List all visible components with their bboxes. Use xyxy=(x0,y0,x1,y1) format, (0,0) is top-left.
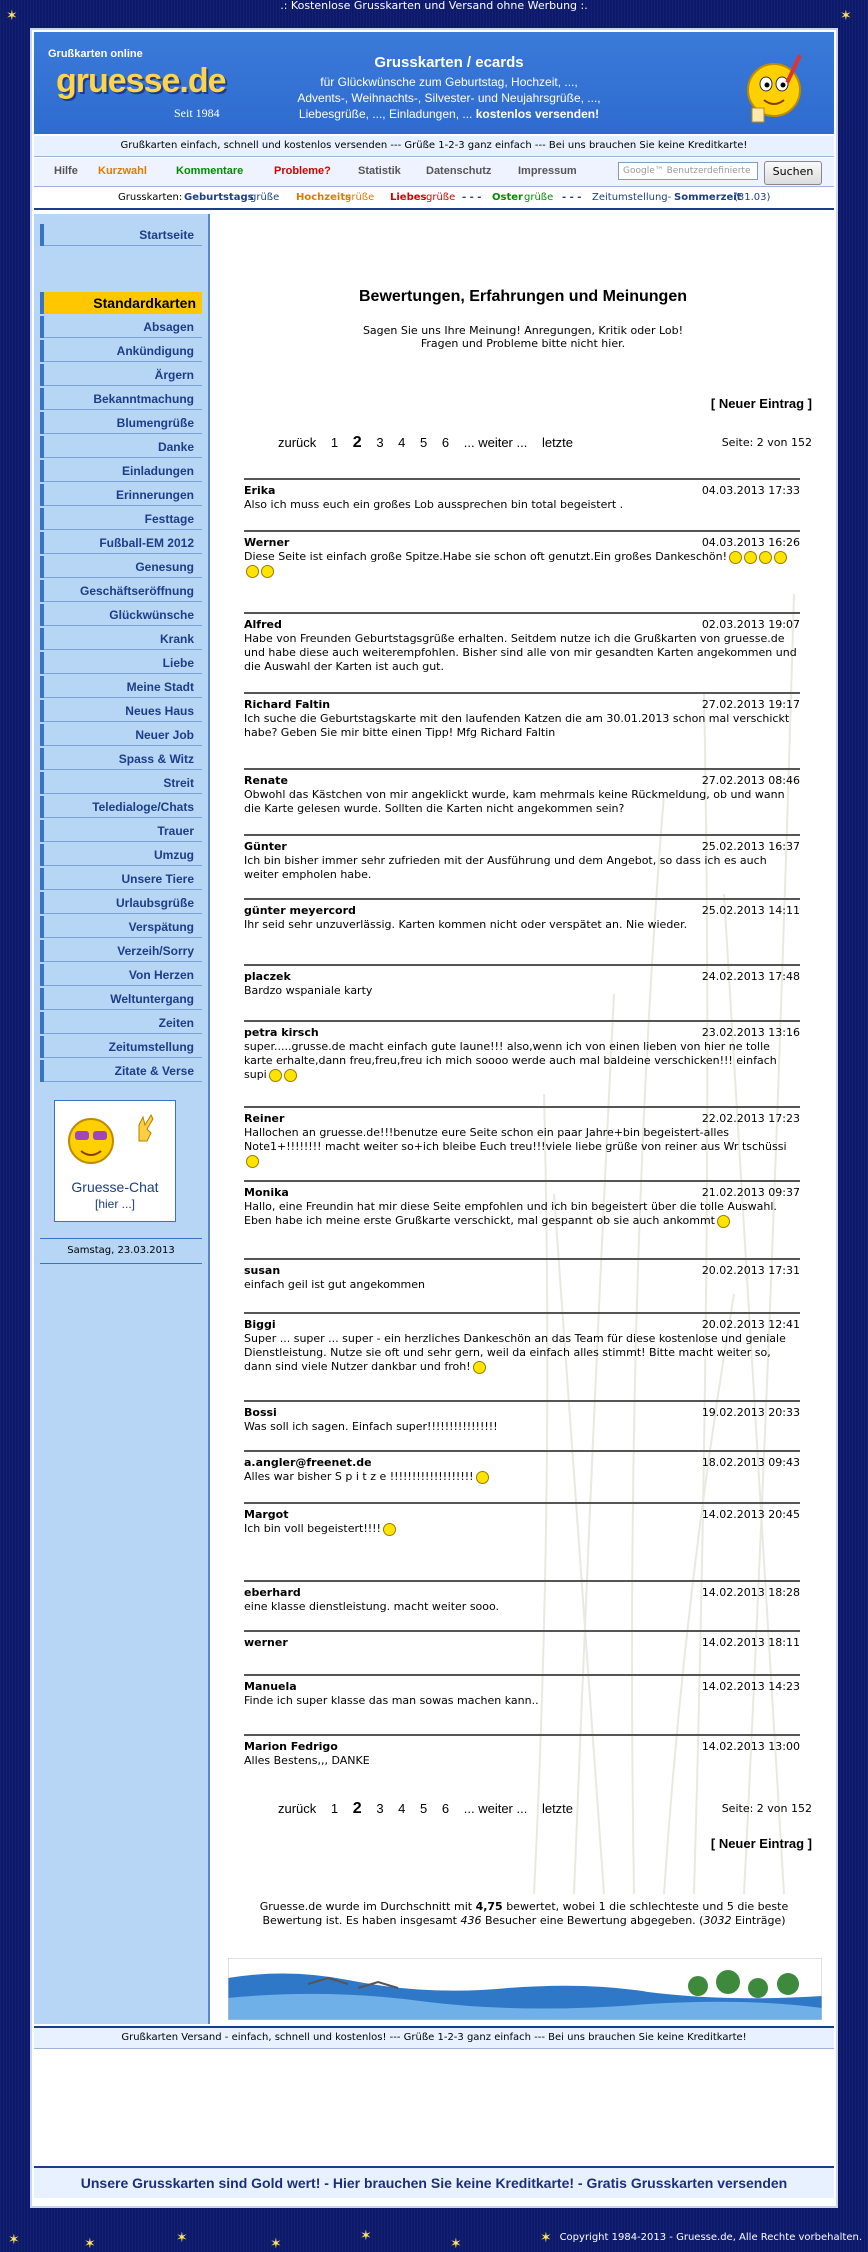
entry-date: 25.02.2013 14:11 xyxy=(701,904,800,917)
entry-date: 27.02.2013 19:17 xyxy=(701,698,800,711)
nav-kommentare[interactable]: Kommentare xyxy=(176,165,244,177)
hand-wave-icon xyxy=(133,1113,157,1143)
entry-date: 04.03.2013 16:26 xyxy=(701,536,800,549)
sidebar-item[interactable]: Urlaubsgrüße xyxy=(40,892,202,914)
entry-date: 24.02.2013 17:48 xyxy=(701,970,800,983)
star-decoration-icon: ✶ xyxy=(450,2236,462,2252)
entry-text xyxy=(244,1600,800,1614)
pager-6-bottom[interactable]: 6 xyxy=(441,1801,450,1816)
header-banner xyxy=(34,32,834,134)
nav-datenschutz[interactable]: Datenschutz xyxy=(426,165,492,177)
entry-text-body: Hallochen an gruesse.de!!!benutze eure Seite schon ein paar Jahre+bin begeistert-alles Note1+!!!!!!!! macht weiter so+ich bleibe Euch treu!!!viele liebe grüße von reiner aus Wr tschüssi xyxy=(244,1126,787,1153)
link-oster-b[interactable]: grüße xyxy=(524,192,554,203)
guestbook-entry xyxy=(244,1180,800,1227)
banner-title: Grusskarten / ecards xyxy=(374,54,524,71)
entry-text-body: Bardzo wspaniale karty xyxy=(244,984,373,997)
logo-since: Seit 1984 xyxy=(174,106,220,120)
smiley-icon xyxy=(269,1069,282,1082)
entry-text-body: Habe von Freunden Geburtstagsgrüße erhalten. Seitdem nutze ich die Grußkarten von gruesse.de und habe diese auch weiterempfohlen. Bisher sind alle von mir gesandten Karten angekommen und die Auswahl der Karten ist auch gut. xyxy=(244,632,797,673)
entry-text-body: Alles war bisher S p i t z e !!!!!!!!!!!!!!!!!!! xyxy=(244,1470,474,1483)
entry-date: 27.02.2013 08:46 xyxy=(701,774,800,787)
sidebar-heading-standardkarten[interactable]: Standardkarten xyxy=(40,292,202,314)
sidebar-item[interactable]: Teledialoge/Chats xyxy=(40,796,202,818)
entry-author: Alfred xyxy=(244,618,282,631)
banner-line-2: Advents-, Weihnachts-, Silvester- und Neujahrsgrüße, ..., xyxy=(297,91,601,105)
pager-2-current-bottom: 2 xyxy=(352,1800,362,1817)
page-info-top: Seite: 2 von 152 xyxy=(721,436,812,449)
entry-text xyxy=(244,1754,800,1768)
entry-text-body: super.....grusse.de macht einfach gute laune!!! also,wenn ich von einen lieben von hier ne tolle karte erhalte,dann freu,freu,freu ich mich soooo werde auch mal baldeine verschicken!!! einfach supi xyxy=(244,1040,777,1081)
info-strip-bottom: Grußkarten Versand - einfach, schnell und kostenlos! --- Grüße 1-2-3 ganz einfach --- Bei uns brauchen Sie keine Kreditkarte! xyxy=(34,2026,834,2049)
star-decoration-icon: ✶ xyxy=(84,2236,96,2252)
entry-author: werner xyxy=(244,1636,288,1649)
footer-slogan: Unsere Grusskarten sind Gold wert! - Hier brauchen Sie keine Kreditkarte! - Gratis Grusskarten versenden xyxy=(34,2166,834,2198)
entry-text-body: einfach geil ist gut angekommen xyxy=(244,1278,425,1291)
landscape-illustration xyxy=(228,1958,822,2020)
chat-link[interactable]: [hier ...] xyxy=(94,1197,135,1211)
entry-author: Richard Faltin xyxy=(244,698,331,711)
star-decoration-icon: ✶ xyxy=(6,8,18,24)
nav-impressum[interactable]: Impressum xyxy=(518,165,577,177)
smiley-icon xyxy=(729,551,742,564)
entry-date: 19.02.2013 20:33 xyxy=(701,1406,800,1419)
logo-caption: Grußkarten online xyxy=(48,48,143,60)
sidebar-item[interactable]: Liebe xyxy=(40,652,202,674)
sidebar-item[interactable]: Geschäftseröffnung xyxy=(40,580,202,602)
entry-author: Manuela xyxy=(244,1680,297,1693)
entry-author: Reiner xyxy=(244,1112,285,1125)
guestbook-entry xyxy=(244,1020,800,1081)
sidebar-item[interactable]: Umzug xyxy=(40,844,202,866)
entry-author: placzek xyxy=(244,970,291,983)
sidebar-item[interactable]: Verspätung xyxy=(40,916,202,938)
entry-date: 14.02.2013 14:23 xyxy=(701,1680,800,1693)
summary-part-b: bewertet, wobei 1 die schlechteste und 5 die beste Bewertung ist. Es haben insgesamt xyxy=(262,1900,789,1927)
sidebar-item[interactable]: Von Herzen xyxy=(40,964,202,986)
star-decoration-icon: ✶ xyxy=(840,8,852,24)
sidebar xyxy=(34,214,210,2024)
entry-text-body: Ich bin voll begeistert!!!! xyxy=(244,1522,381,1535)
entry-author: a.angler@freenet.de xyxy=(244,1456,372,1469)
summary-part-c: Besucher eine Bewertung abgegeben. ( xyxy=(481,1914,704,1927)
pager-5[interactable]: 5 xyxy=(420,435,428,450)
banner-line-3a: Liebesgrüße, ..., Einladungen, ... xyxy=(298,107,476,121)
sidebar-item[interactable]: Zeiten xyxy=(40,1012,202,1034)
smiley-icon xyxy=(246,565,259,578)
info-strip-top: Grußkarten einfach, schnell und kostenlos versenden --- Grüße 1-2-3 ganz einfach --- Bei uns brauchen Sie keine Kreditkarte! xyxy=(34,136,834,157)
new-entry-link-top[interactable]: [ Neuer Eintrag ] xyxy=(710,396,812,411)
zeitumstellung-date: (31.03) xyxy=(734,192,771,203)
chat-promo[interactable] xyxy=(54,1100,176,1222)
entry-text-body: Ihr seid sehr unzuverlässig. Karten kommen nicht oder verspätet an. Nie wieder. xyxy=(244,918,688,931)
sidebar-item[interactable]: Glückwünsche xyxy=(40,604,202,626)
pager-back-bottom[interactable]: zurück xyxy=(278,1801,317,1816)
sidebar-item[interactable]: Krank xyxy=(40,628,202,650)
entry-author: eberhard xyxy=(244,1586,301,1599)
mascot-smiley-icon xyxy=(734,48,814,128)
entry-text-body: Obwohl das Kästchen von mir angeklickt wurde, kam mehrmals keine Rückmeldung, ob und wann die Karte gelesen wurde. Sollten die Karten nicht angekommen sein? xyxy=(244,788,785,815)
sidebar-item[interactable]: Zitate & Verse xyxy=(40,1060,202,1082)
entry-author: petra kirsch xyxy=(244,1026,319,1039)
chat-smiley-icon xyxy=(65,1109,125,1169)
entry-date: 14.02.2013 18:28 xyxy=(701,1586,800,1599)
intro-text xyxy=(214,324,832,350)
smiley-icon xyxy=(383,1523,396,1536)
star-decoration-icon: ✶ xyxy=(270,2236,282,2252)
sidebar-item[interactable]: Unsere Tiere xyxy=(40,868,202,890)
entry-text xyxy=(244,854,800,882)
guestbook-entry xyxy=(244,964,800,997)
sidebar-item[interactable]: Absagen xyxy=(40,316,202,338)
main-content xyxy=(214,214,832,2024)
sidebar-item[interactable]: Blumengrüße xyxy=(40,412,202,434)
pager-last[interactable]: letzte xyxy=(541,435,574,450)
sidebar-item[interactable]: Bekanntmachung xyxy=(40,388,202,410)
entry-date: 20.02.2013 17:31 xyxy=(701,1264,800,1277)
guestbook-entry xyxy=(244,530,800,563)
entry-author: günter meyercord xyxy=(244,904,356,917)
link-hochzeit-b[interactable]: grüße xyxy=(345,192,375,203)
entry-text xyxy=(244,712,800,740)
new-entry-link-bottom[interactable]: [ Neuer Eintrag ] xyxy=(710,1836,812,1851)
sidebar-item[interactable]: Zeitumstellung xyxy=(40,1036,202,1058)
nav-hilfe[interactable]: Hilfe xyxy=(54,165,78,177)
rating-summary xyxy=(254,1900,794,1928)
pager-last-bottom[interactable]: letzte xyxy=(541,1801,574,1816)
guestbook-entry xyxy=(244,1580,800,1613)
main-nav xyxy=(34,158,834,187)
entry-text xyxy=(244,788,800,816)
grass-watermark xyxy=(514,294,814,1894)
guestbook-entry xyxy=(244,834,800,881)
entry-text xyxy=(244,1200,800,1228)
guestbook-entry xyxy=(244,1674,800,1707)
summary-count: 436 xyxy=(460,1914,482,1927)
link-liebes-a[interactable]: Liebes xyxy=(390,192,427,203)
card-category-line xyxy=(34,188,834,210)
sidebar-item[interactable]: Spass & Witz xyxy=(40,748,202,770)
guestbook-entry xyxy=(244,1258,800,1291)
entry-text xyxy=(244,984,800,998)
summary-entries: 3032 xyxy=(703,1914,732,1927)
smiley-icon xyxy=(744,551,757,564)
summary-part-d: Einträge) xyxy=(731,1914,786,1927)
sidebar-item[interactable]: Streit xyxy=(40,772,202,794)
guestbook-entry xyxy=(244,1502,800,1535)
pager-next-bottom[interactable]: ... weiter ... xyxy=(463,1801,528,1816)
entry-date: 04.03.2013 17:33 xyxy=(701,484,800,497)
entry-date: 18.02.2013 09:43 xyxy=(701,1456,800,1469)
star-decoration-icon: ✶ xyxy=(176,2230,188,2246)
sidebar-item-startseite[interactable]: Startseite xyxy=(40,224,202,246)
sidebar-item[interactable]: Fußball-EM 2012 xyxy=(40,532,202,554)
entry-author: Günter xyxy=(244,840,287,853)
entry-text xyxy=(244,1126,800,1168)
sidebar-item[interactable]: Ärgern xyxy=(40,364,202,386)
sidebar-item[interactable]: Trauer xyxy=(40,820,202,842)
sidebar-item[interactable]: Meine Stadt xyxy=(40,676,202,698)
link-zeitumstellung[interactable]: Zeitumstellung- xyxy=(592,192,672,203)
entry-date: 02.03.2013 19:07 xyxy=(701,618,800,631)
page-info-bottom: Seite: 2 von 152 xyxy=(721,1802,812,1815)
entry-text-body: eine klasse dienstleistung. macht weiter sooo. xyxy=(244,1600,500,1613)
sidebar-item[interactable]: Danke xyxy=(40,436,202,458)
entry-date: 20.02.2013 12:41 xyxy=(701,1318,800,1331)
smiley-icon xyxy=(246,1155,259,1168)
pager-3[interactable]: 3 xyxy=(376,435,384,450)
entry-text-body: Ich bin bisher immer sehr zufrieden mit der Ausführung und dem Angebot, so dass ich es auch weiter empholen habe. xyxy=(244,854,767,881)
sidebar-item[interactable]: Erinnerungen xyxy=(40,484,202,506)
pagination-bottom xyxy=(278,1800,584,1818)
sidebar-item[interactable]: Festtage xyxy=(40,508,202,530)
entry-text-body: Was soll ich sagen. Einfach super!!!!!!!!!!!!!!!! xyxy=(244,1420,498,1433)
entry-author: susan xyxy=(244,1264,281,1277)
entry-text-body: Finde ich super klasse das man sowas machen kann.. xyxy=(244,1694,539,1707)
entry-date: 23.02.2013 13:16 xyxy=(701,1026,800,1039)
pager-6[interactable]: 6 xyxy=(441,435,450,450)
entry-text-body: Alles Bestens,,, DANKE xyxy=(244,1754,370,1767)
sidebar-item[interactable]: Genesung xyxy=(40,556,202,578)
entry-text xyxy=(244,632,800,674)
page-frame xyxy=(30,28,838,2208)
sidebar-item[interactable]: Weltuntergang xyxy=(40,988,202,1010)
star-decoration-icon: ✶ xyxy=(540,2230,552,2246)
entry-author: Biggi xyxy=(244,1318,276,1331)
page-title: Bewertungen, Erfahrungen und Meinungen xyxy=(359,288,687,305)
entry-text-body: Super ... super ... super - ein herzliches Dankeschön an das Team für diese kostenlose und geniale Dienstleistung. Nutze sie oft und sehr gern, weil da einfach alles stimmt! Bitte macht weiter so, dann sind viele Nutzer dankbar und froh! xyxy=(244,1332,786,1373)
nav-probleme[interactable]: Probleme? xyxy=(274,165,331,177)
smiley-icon xyxy=(473,1361,486,1374)
entry-date: 22.02.2013 17:23 xyxy=(701,1112,800,1125)
chat-title: Gruesse-Chat xyxy=(71,1179,159,1195)
pager-5-bottom[interactable]: 5 xyxy=(420,1801,428,1816)
pager-2-current: 2 xyxy=(352,434,362,451)
guestbook-entry xyxy=(244,478,800,511)
pager-back[interactable]: zurück xyxy=(278,435,317,450)
copyright: Copyright 1984-2013 - Gruesse.de, Alle Rechte vorbehalten. xyxy=(559,2232,862,2243)
entry-author: Bossi xyxy=(244,1406,277,1419)
entry-author: Renate xyxy=(244,774,288,787)
sidebar-item[interactable]: Verzeih/Sorry xyxy=(40,940,202,962)
entry-text xyxy=(244,1278,800,1292)
nav-statistik[interactable]: Statistik xyxy=(358,165,401,177)
smiley-icon xyxy=(717,1215,730,1228)
link-hochzeit-a[interactable]: Hochzeits xyxy=(296,192,352,203)
smiley-icon xyxy=(261,565,274,578)
search-button[interactable]: Suchen xyxy=(764,161,822,185)
guestbook-entry xyxy=(244,768,800,815)
entry-text-body: Hallo, eine Freundin hat mir diese Seite empfohlen und ich bin begeistert über die tolle Auswahl. Eben habe ich meine erste Grußkarte verschickt, mal gespannt ob sie auch ankommt xyxy=(244,1200,777,1227)
intro-line-2: Fragen und Probleme bitte nicht hier. xyxy=(420,337,626,350)
entry-text xyxy=(244,1420,800,1434)
guestbook-entry xyxy=(244,1312,800,1373)
smiley-icon xyxy=(774,551,787,564)
star-decoration-icon: ✶ xyxy=(8,2232,20,2248)
entry-text-body: Ich suche die Geburtstagskarte mit den laufenden Katzen die am 30.01.2013 schon mal verschickt habe? Geben Sie mir bitte einen Tipp! Mfg Richard Faltin xyxy=(244,712,790,739)
cardline-separator-1: - - - xyxy=(462,192,482,203)
entry-author: Monika xyxy=(244,1186,289,1199)
intro-line-1: Sagen Sie uns Ihre Meinung! Anregungen, Kritik oder Lob! xyxy=(362,324,684,337)
entry-text xyxy=(244,1040,800,1082)
guestbook-entry xyxy=(244,1734,800,1767)
guestbook-entry xyxy=(244,1630,800,1649)
link-liebes-b[interactable]: grüße xyxy=(426,192,456,203)
pager-next[interactable]: ... weiter ... xyxy=(463,435,528,450)
cardline-label: Grusskarten: xyxy=(118,192,183,203)
entry-date: 25.02.2013 16:37 xyxy=(701,840,800,853)
search-input[interactable]: Google™ Benutzerdefinierte xyxy=(618,162,758,180)
entry-text xyxy=(244,918,800,932)
pager-1[interactable]: 1 xyxy=(330,435,339,450)
cardline-separator-2: - - - xyxy=(562,192,582,203)
entry-text xyxy=(244,1470,800,1484)
entry-text-body: Also ich muss euch ein großes Lob aussprechen bin total begeistert . xyxy=(244,498,624,511)
summary-rating: 4,75 xyxy=(475,1900,503,1913)
entry-text-body: Diese Seite ist einfach große Spitze.Habe sie schon oft genutzt.Ein großes Dankeschön! xyxy=(244,550,728,563)
star-decoration-icon: ✶ xyxy=(360,2228,372,2244)
sidebar-item[interactable]: Ankündigung xyxy=(40,340,202,362)
guestbook-entry xyxy=(244,1106,800,1153)
link-oster-a[interactable]: Oster xyxy=(492,192,523,203)
banner-subtitle xyxy=(264,74,634,122)
link-sommerzeit[interactable]: Sommerzeit xyxy=(674,192,742,203)
pagination-top xyxy=(278,434,584,452)
sidebar-item[interactable]: Einladungen xyxy=(40,460,202,482)
entry-author: Margot xyxy=(244,1508,289,1521)
sidebar-item[interactable]: Neuer Job xyxy=(40,724,202,746)
smiley-icon xyxy=(476,1471,489,1484)
top-tagline: .: Kostenlose Grusskarten und Versand ohne Werbung :. xyxy=(280,0,588,12)
current-date: Samstag, 23.03.2013 xyxy=(40,1238,202,1264)
entry-text xyxy=(244,1332,800,1374)
pager-4-bottom[interactable]: 4 xyxy=(398,1801,406,1816)
summary-part-a: Gruesse.de wurde im Durchschnitt mit xyxy=(259,1900,476,1913)
entry-date: 14.02.2013 20:45 xyxy=(701,1508,800,1521)
banner-line-3b: kostenlos versenden! xyxy=(475,107,600,121)
entry-text xyxy=(244,1694,800,1708)
nav-kurzwahl[interactable]: Kurzwahl xyxy=(98,165,147,177)
guestbook-entry xyxy=(244,612,800,673)
pager-1-bottom[interactable]: 1 xyxy=(330,1801,339,1816)
banner-line-3 xyxy=(264,106,634,122)
link-geburtstag-a[interactable]: Geburtstags xyxy=(184,192,254,203)
guestbook-entry xyxy=(244,1400,800,1433)
link-geburtstag-b[interactable]: grüße xyxy=(250,192,280,203)
sidebar-item[interactable]: Neues Haus xyxy=(40,700,202,722)
pager-4[interactable]: 4 xyxy=(398,435,406,450)
entry-text xyxy=(244,550,800,578)
entry-author: Marion Fedrigo xyxy=(244,1740,338,1753)
smiley-icon xyxy=(284,1069,297,1082)
entry-text xyxy=(244,1522,800,1536)
entry-date: 21.02.2013 09:37 xyxy=(701,1186,800,1199)
site-logo[interactable]: gruesse.de xyxy=(56,62,226,100)
guestbook-entry xyxy=(244,898,800,931)
guestbook-entry xyxy=(244,1450,800,1483)
entry-date: 14.02.2013 18:11 xyxy=(701,1636,800,1649)
entry-author: Werner xyxy=(244,536,290,549)
entry-author: Erika xyxy=(244,484,276,497)
banner-line-1: für Glückwünsche zum Geburtstag, Hochzeit, ..., xyxy=(320,75,578,89)
entry-text xyxy=(244,498,800,512)
smiley-icon xyxy=(759,551,772,564)
guestbook-entry xyxy=(244,692,800,739)
entry-date: 14.02.2013 13:00 xyxy=(701,1740,800,1753)
pager-3-bottom[interactable]: 3 xyxy=(376,1801,384,1816)
